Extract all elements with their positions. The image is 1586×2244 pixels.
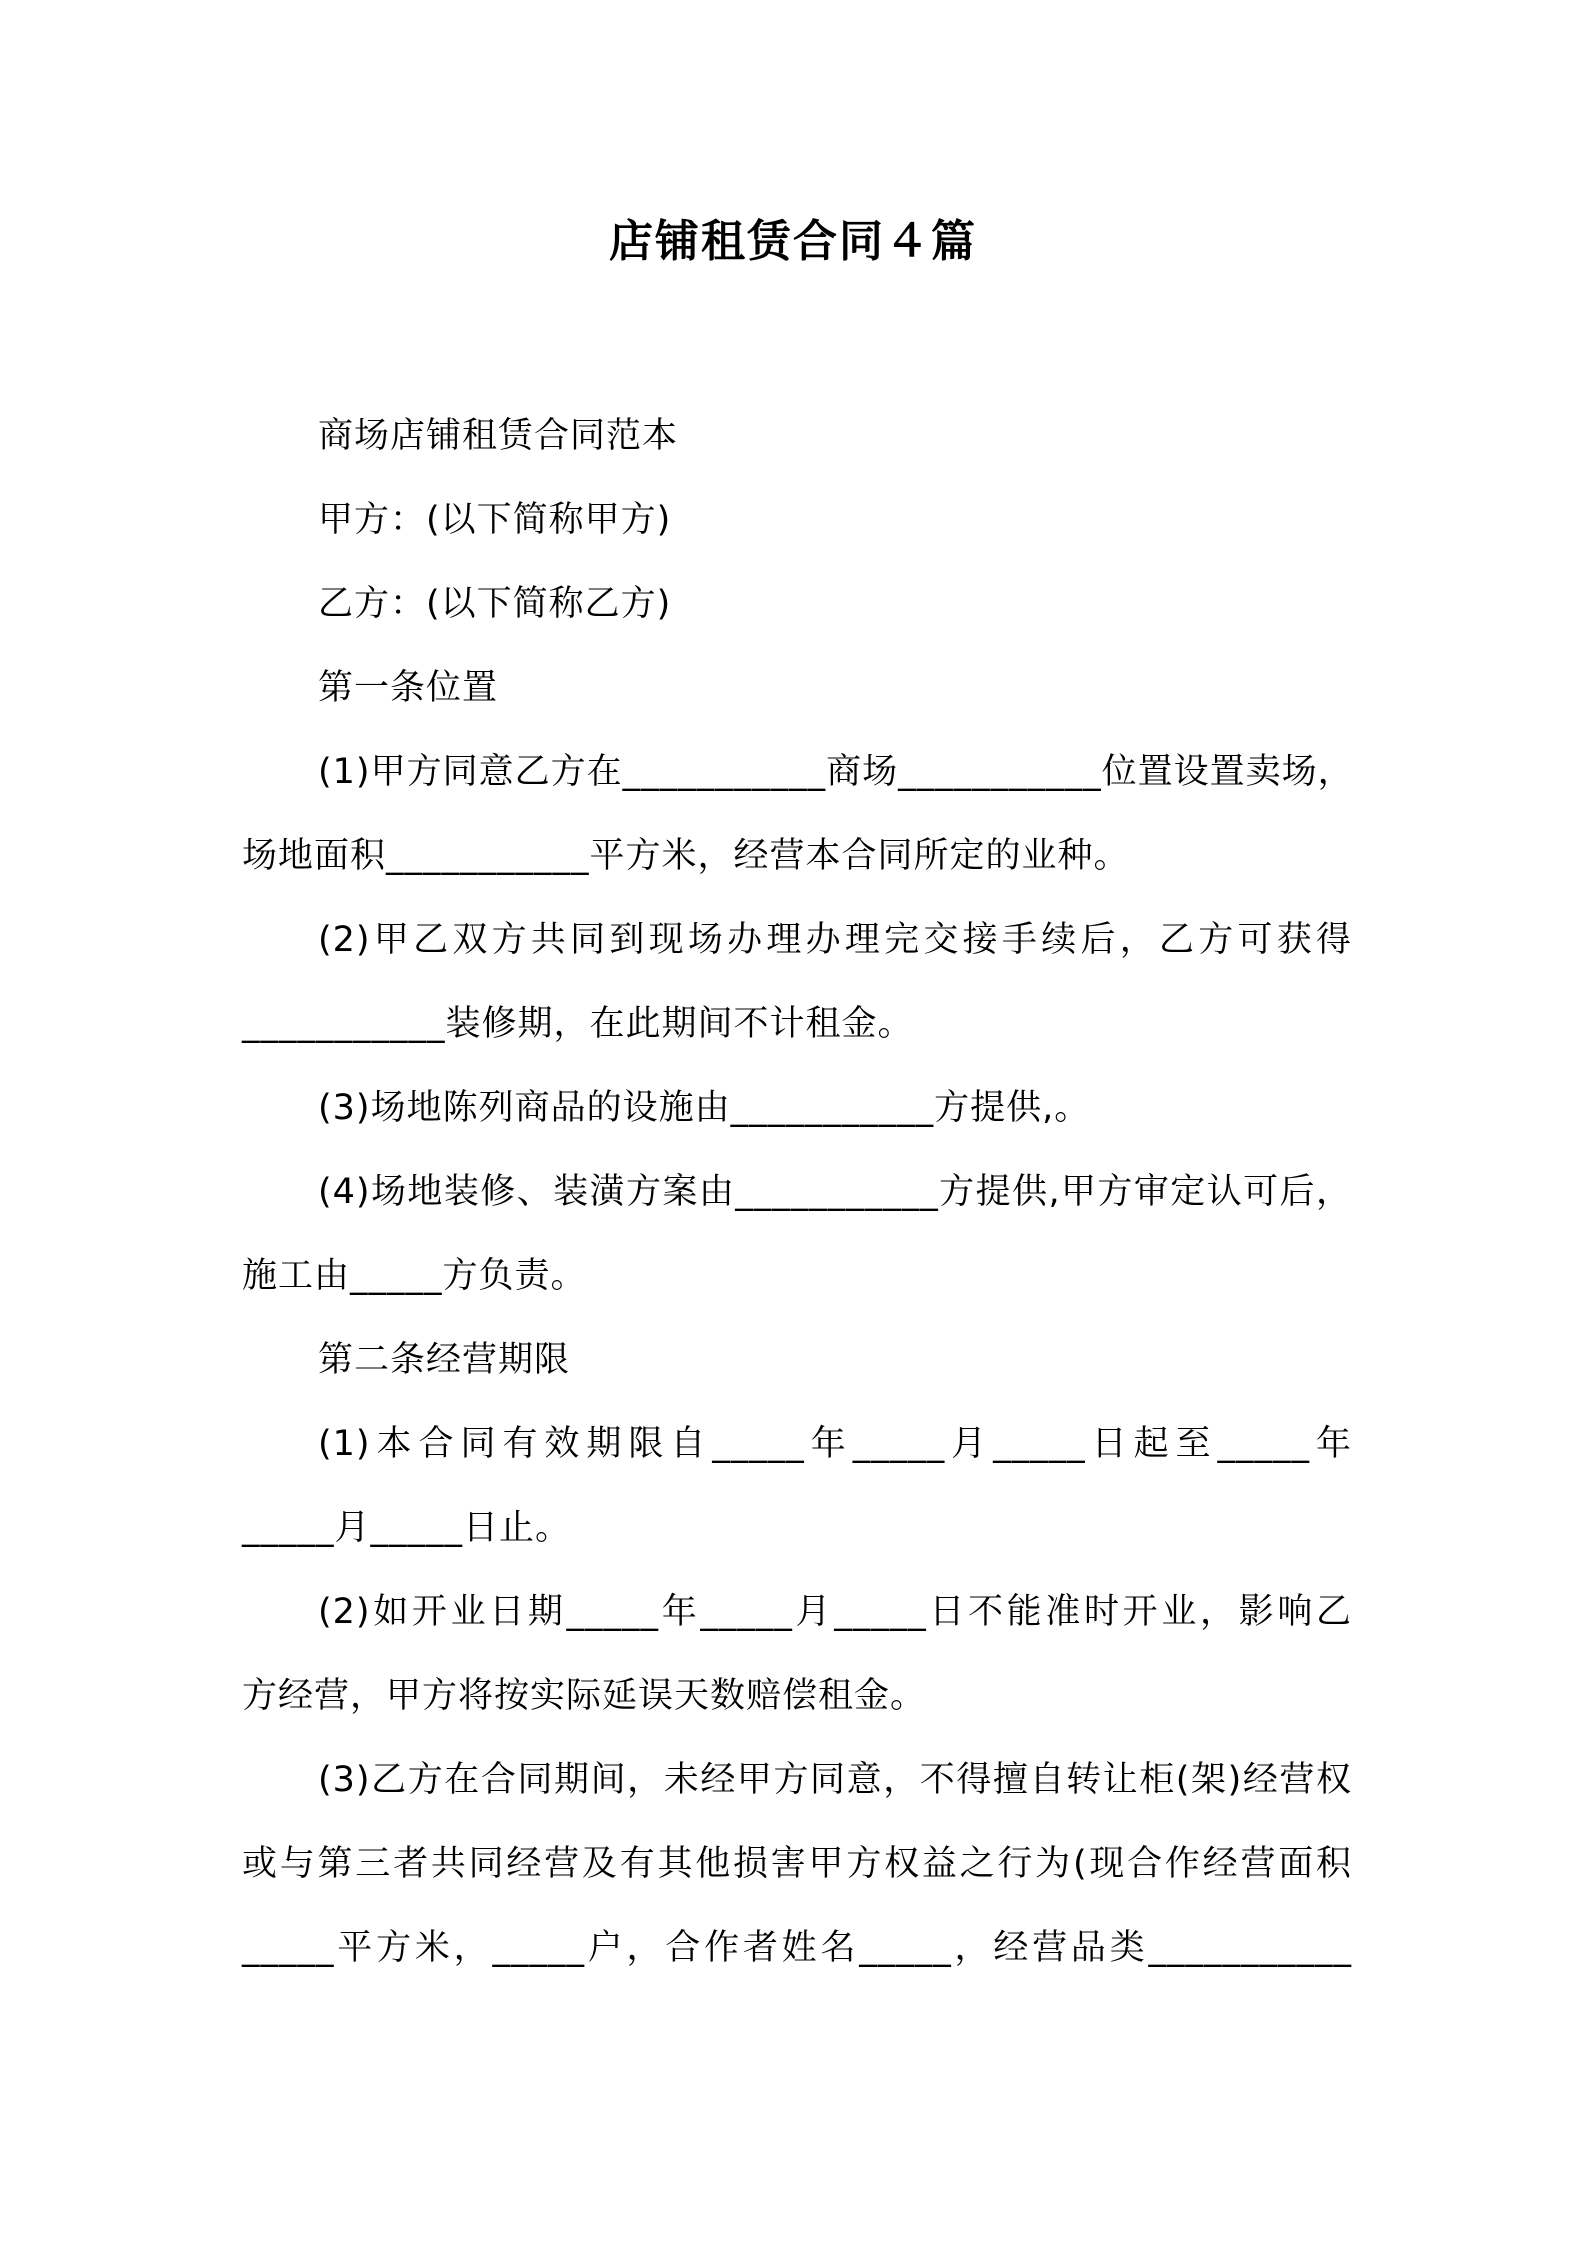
text-line: 方经营，甲方将按实际延误天数赔偿租金。	[242, 1676, 927, 1716]
text-line: 乙方：(以下简称乙方)	[318, 584, 672, 624]
text-line: 或与第三者共同经营及有其他损害甲方权益之行为(现合作经营面积	[242, 1844, 1352, 1884]
text-line: (1)甲方同意乙方在___________商场___________位置设置卖场，	[318, 752, 1354, 792]
document-title: 店铺租赁合同４篇	[609, 216, 977, 267]
text-line: 商场店铺租赁合同范本	[318, 416, 679, 456]
text-line: 第二条经营期限	[318, 1340, 571, 1380]
text-line: (1)本合同有效期限自_____年_____月_____日起至_____年	[318, 1424, 1352, 1464]
text-line: 甲方：(以下简称甲方)	[318, 500, 672, 540]
text-line: 第一条位置	[318, 668, 499, 708]
text-line: ___________装修期，在此期间不计租金。	[242, 1004, 914, 1044]
text-line: 施工由_____方负责。	[242, 1256, 587, 1296]
text-line: 场地面积___________平方米，经营本合同所定的业种。	[242, 836, 1130, 876]
text-line: (2)甲乙双方共同到现场办理办理完交接手续后，乙方可获得	[318, 920, 1352, 960]
text-line: _____月_____日止。	[242, 1508, 572, 1548]
text-line: (3)场地陈列商品的设施由___________方提供,。	[318, 1088, 1091, 1128]
text-line: (3)乙方在合同期间，未经甲方同意，不得擅自转让柜(架)经营权	[318, 1760, 1352, 1800]
text-line: (2)如开业日期_____年_____月_____日不能准时开业，影响乙	[318, 1592, 1352, 1632]
text-line: _____平方米，_____户，合作者姓名_____，经营品类___________	[242, 1928, 1352, 1968]
text-line: (4)场地装修、装潢方案由___________方提供,甲方审定认可后，	[318, 1172, 1352, 1212]
